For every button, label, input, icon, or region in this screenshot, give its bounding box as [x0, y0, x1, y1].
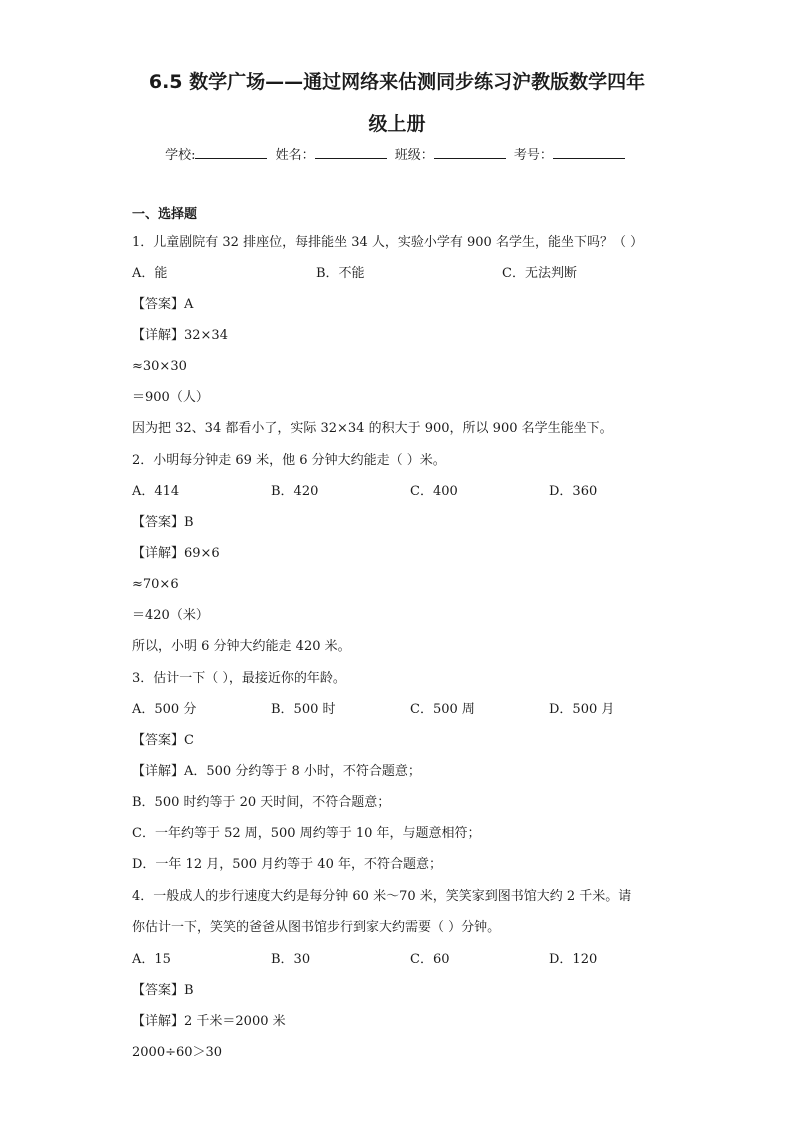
q4-answer: 【答案】B: [132, 983, 194, 998]
q3-option-b: B．500 时: [271, 702, 336, 717]
number-label: 考号：: [513, 148, 553, 163]
q2-option-a: A．414: [132, 484, 180, 499]
q3-option-c: C．500 周: [410, 702, 475, 717]
name-blank: [315, 144, 387, 159]
q4-detail-1: 【详解】2 千米＝2000 米: [132, 1014, 286, 1029]
q1-option-b: B．不能: [316, 266, 365, 281]
q4-option-a: A．15: [132, 952, 171, 967]
q2-option-b: B．420: [271, 484, 319, 499]
q1-detail-4: 因为把 32、34 都看小了，实际 32×34 的积大于 900，所以 900 名学生能坐下。: [132, 421, 613, 436]
student-info-row: [0, 144, 794, 165]
q1-detail-3: ＝900（人）: [132, 390, 209, 405]
name-label: 姓名：: [275, 148, 315, 163]
q1-detail-2: ≈30×30: [132, 359, 187, 374]
class-label: 班级：: [394, 148, 434, 163]
q2-detail-1: 【详解】69×6: [132, 546, 220, 561]
question-2-stem: 2．小明每分钟走 69 米，他 6 分钟大约能走（ ）米。: [132, 453, 446, 468]
question-4-stem-line2: 你估计一下，笑笑的爸爸从图书馆步行到家大约需要（ ）分钟。: [132, 920, 501, 935]
page-title-line1: 6.5 数学广场——通过网络来估测同步练习沪教版数学四年: [148, 71, 646, 93]
q2-detail-3: ＝420（米）: [132, 608, 209, 623]
section-title: 一、选择题: [132, 207, 198, 222]
q2-option-d: D．360: [549, 484, 598, 499]
q3-detail-3: C．一年约等于 52 周，500 周约等于 10 年，与题意相符；: [132, 826, 481, 841]
q1-option-a: A．能: [132, 266, 168, 281]
q3-detail-1: 【详解】A．500 分约等于 8 小时，不符合题意；: [132, 764, 421, 779]
school-label: 学校:: [165, 148, 196, 163]
q1-detail-1: 【详解】32×34: [132, 328, 228, 343]
q1-answer: 【答案】A: [132, 297, 194, 312]
q3-detail-4: D．一年 12 月，500 月约等于 40 年，不符合题意；: [132, 857, 442, 872]
q4-option-b: B．30: [271, 952, 311, 967]
q3-option-a: A．500 分: [132, 702, 197, 717]
page-title-line2: 级上册: [368, 113, 426, 135]
q2-detail-4: 所以，小明 6 分钟大约能走 420 米。: [132, 639, 351, 654]
q2-detail-2: ≈70×6: [132, 577, 179, 592]
class-blank: [434, 144, 506, 159]
school-blank: [195, 144, 267, 159]
q3-option-d: D．500 月: [549, 702, 615, 717]
question-3-stem: 3．估计一下（ ），最接近你的年龄。: [132, 671, 346, 686]
q3-detail-2: B．500 时约等于 20 天时间，不符合题意；: [132, 795, 391, 810]
q2-answer: 【答案】B: [132, 515, 194, 530]
q4-detail-2: 2000÷60＞30: [132, 1045, 223, 1060]
q1-option-c: C．无法判断: [502, 266, 577, 281]
question-1-stem: 1．儿童剧院有 32 排座位，每排能坐 34 人，实验小学有 900 名学生，能坐下吗？（ ）: [132, 235, 644, 250]
q4-option-c: C．60: [410, 952, 450, 967]
q4-option-d: D．120: [549, 952, 598, 967]
number-blank: [553, 144, 625, 159]
question-4-stem-line1: 4．一般成人的步行速度大约是每分钟 60 米～70 米，笑笑家到图书馆大约 2 千米。请: [132, 889, 632, 904]
q2-option-c: C．400: [410, 484, 458, 499]
q3-answer: 【答案】C: [132, 733, 194, 748]
